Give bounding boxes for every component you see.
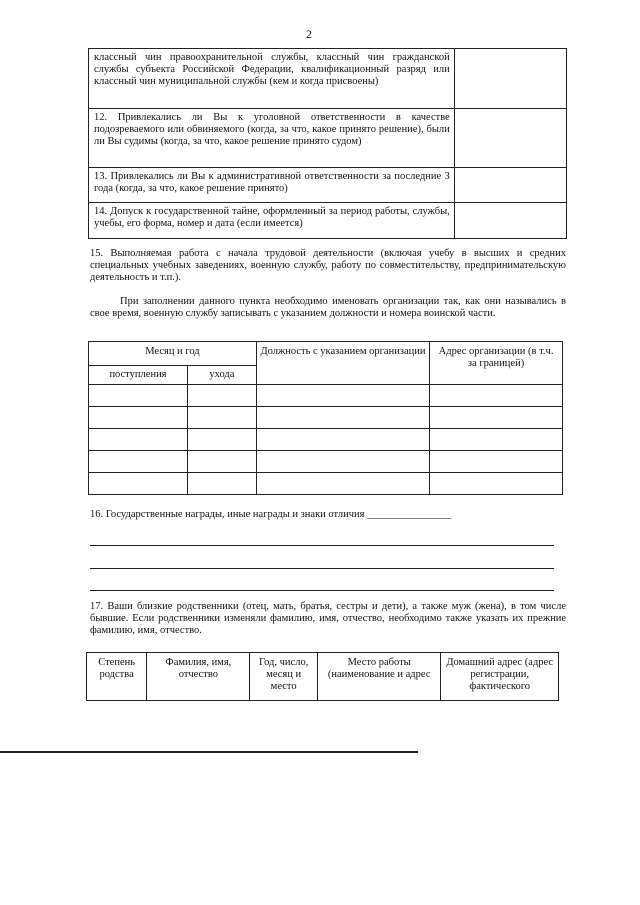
section-17-text: 17. Ваши близкие родственники (отец, мать, братья, сестры и дети), а также муж (жена), в том числе бывшие. Если родственники изменяли фамилию, имя, отчество, необходимо также указать их прежние фамилию, имя, отчество.	[90, 601, 566, 636]
header-address: Адрес организации (в т.ч. за границей)	[430, 342, 563, 385]
table-cell[interactable]	[256, 429, 429, 451]
table-header-row	[87, 653, 559, 701]
answer-cell[interactable]	[454, 109, 566, 168]
table-row	[89, 385, 563, 407]
answer-cell[interactable]	[454, 203, 566, 239]
header-month-year: Месяц и год	[89, 342, 257, 366]
table-cell[interactable]	[89, 429, 188, 451]
table-cell[interactable]	[187, 407, 256, 429]
table-cell[interactable]	[430, 473, 563, 495]
table-cell[interactable]	[430, 451, 563, 473]
table-cell[interactable]	[187, 385, 256, 407]
header-degree: Степень родства	[87, 653, 147, 701]
table-row	[89, 203, 567, 239]
table-cell[interactable]	[256, 451, 429, 473]
table-cell[interactable]	[430, 385, 563, 407]
table-row	[89, 49, 567, 109]
table-cell[interactable]	[187, 429, 256, 451]
answer-cell[interactable]	[454, 168, 566, 203]
fill-in-line[interactable]	[90, 590, 554, 591]
fill-in-line[interactable]	[90, 545, 554, 546]
work-history-table	[88, 341, 563, 495]
relatives-table	[86, 652, 559, 701]
section-15-text: 15. Выполняемая работа с начала трудовой деятельности (включая учебу в высших и средних специальных учебных заведениях, военную службу, работу по совместительству, предпринимательскую деятельность и т.п.).	[90, 248, 566, 283]
header-left: ухода	[187, 366, 256, 385]
question-criminal-liability: 12. Привлекались ли Вы к уголовной ответственности в качестве подозреваемого или обвиняемого (когда, за что, какое принято решение), были ли Вы судимы (когда, за что, какое решение принято судом)	[89, 109, 455, 168]
header-position: Должность с указанием организации	[256, 342, 429, 385]
table-row	[89, 473, 563, 495]
header-joined: поступления	[89, 366, 188, 385]
section-15-note: При заполнении данного пункта необходимо именовать организации так, как они назывались в свое время, военную службу записывать с указанием должности и номера воинской части.	[90, 296, 566, 319]
table-header-row	[89, 342, 563, 366]
table-cell[interactable]	[89, 473, 188, 495]
header-name: Фамилия, имя, отчество	[147, 653, 250, 701]
header-home: Домашний адрес (адрес регистрации, фактического	[441, 653, 559, 701]
header-work: Место работы (наименование и адрес	[317, 653, 441, 701]
header-birth: Год, число, месяц и место	[250, 653, 317, 701]
table-cell[interactable]	[256, 407, 429, 429]
question-class-rank: классный чин правоохранительной службы, классный чин гражданской службы субъекта Российской Федерации, квалификационный разряд или классный чин муниципальной службы (кем и когда присвоены)	[89, 49, 455, 109]
question-state-secret-access: 14. Допуск к государственной тайне, оформленный за период работы, службы, учебы, его форма, номер и дата (если имеется)	[89, 203, 455, 239]
answer-cell[interactable]	[454, 49, 566, 109]
table-row	[89, 451, 563, 473]
table-cell[interactable]	[256, 385, 429, 407]
table-cell[interactable]	[89, 407, 188, 429]
table-cell[interactable]	[430, 429, 563, 451]
section-16-text: 16. Государственные награды, иные награды и знаки отличия ________________	[90, 509, 452, 520]
page-divider	[0, 751, 418, 753]
table-cell[interactable]	[430, 407, 563, 429]
table-cell[interactable]	[89, 451, 188, 473]
table-row	[89, 429, 563, 451]
table-cell[interactable]	[256, 473, 429, 495]
page-number: 2	[306, 27, 312, 41]
table-row	[89, 168, 567, 203]
fill-in-line[interactable]	[90, 568, 554, 569]
question-administrative-liability: 13. Привлекались ли Вы к административной ответственности за последние 3 года (когда, за что, какое решение принято)	[89, 168, 455, 203]
table-cell[interactable]	[187, 451, 256, 473]
table-cell[interactable]	[89, 385, 188, 407]
table-row	[89, 109, 567, 168]
questionnaire-table	[88, 48, 567, 239]
table-row	[89, 407, 563, 429]
table-cell[interactable]	[187, 473, 256, 495]
